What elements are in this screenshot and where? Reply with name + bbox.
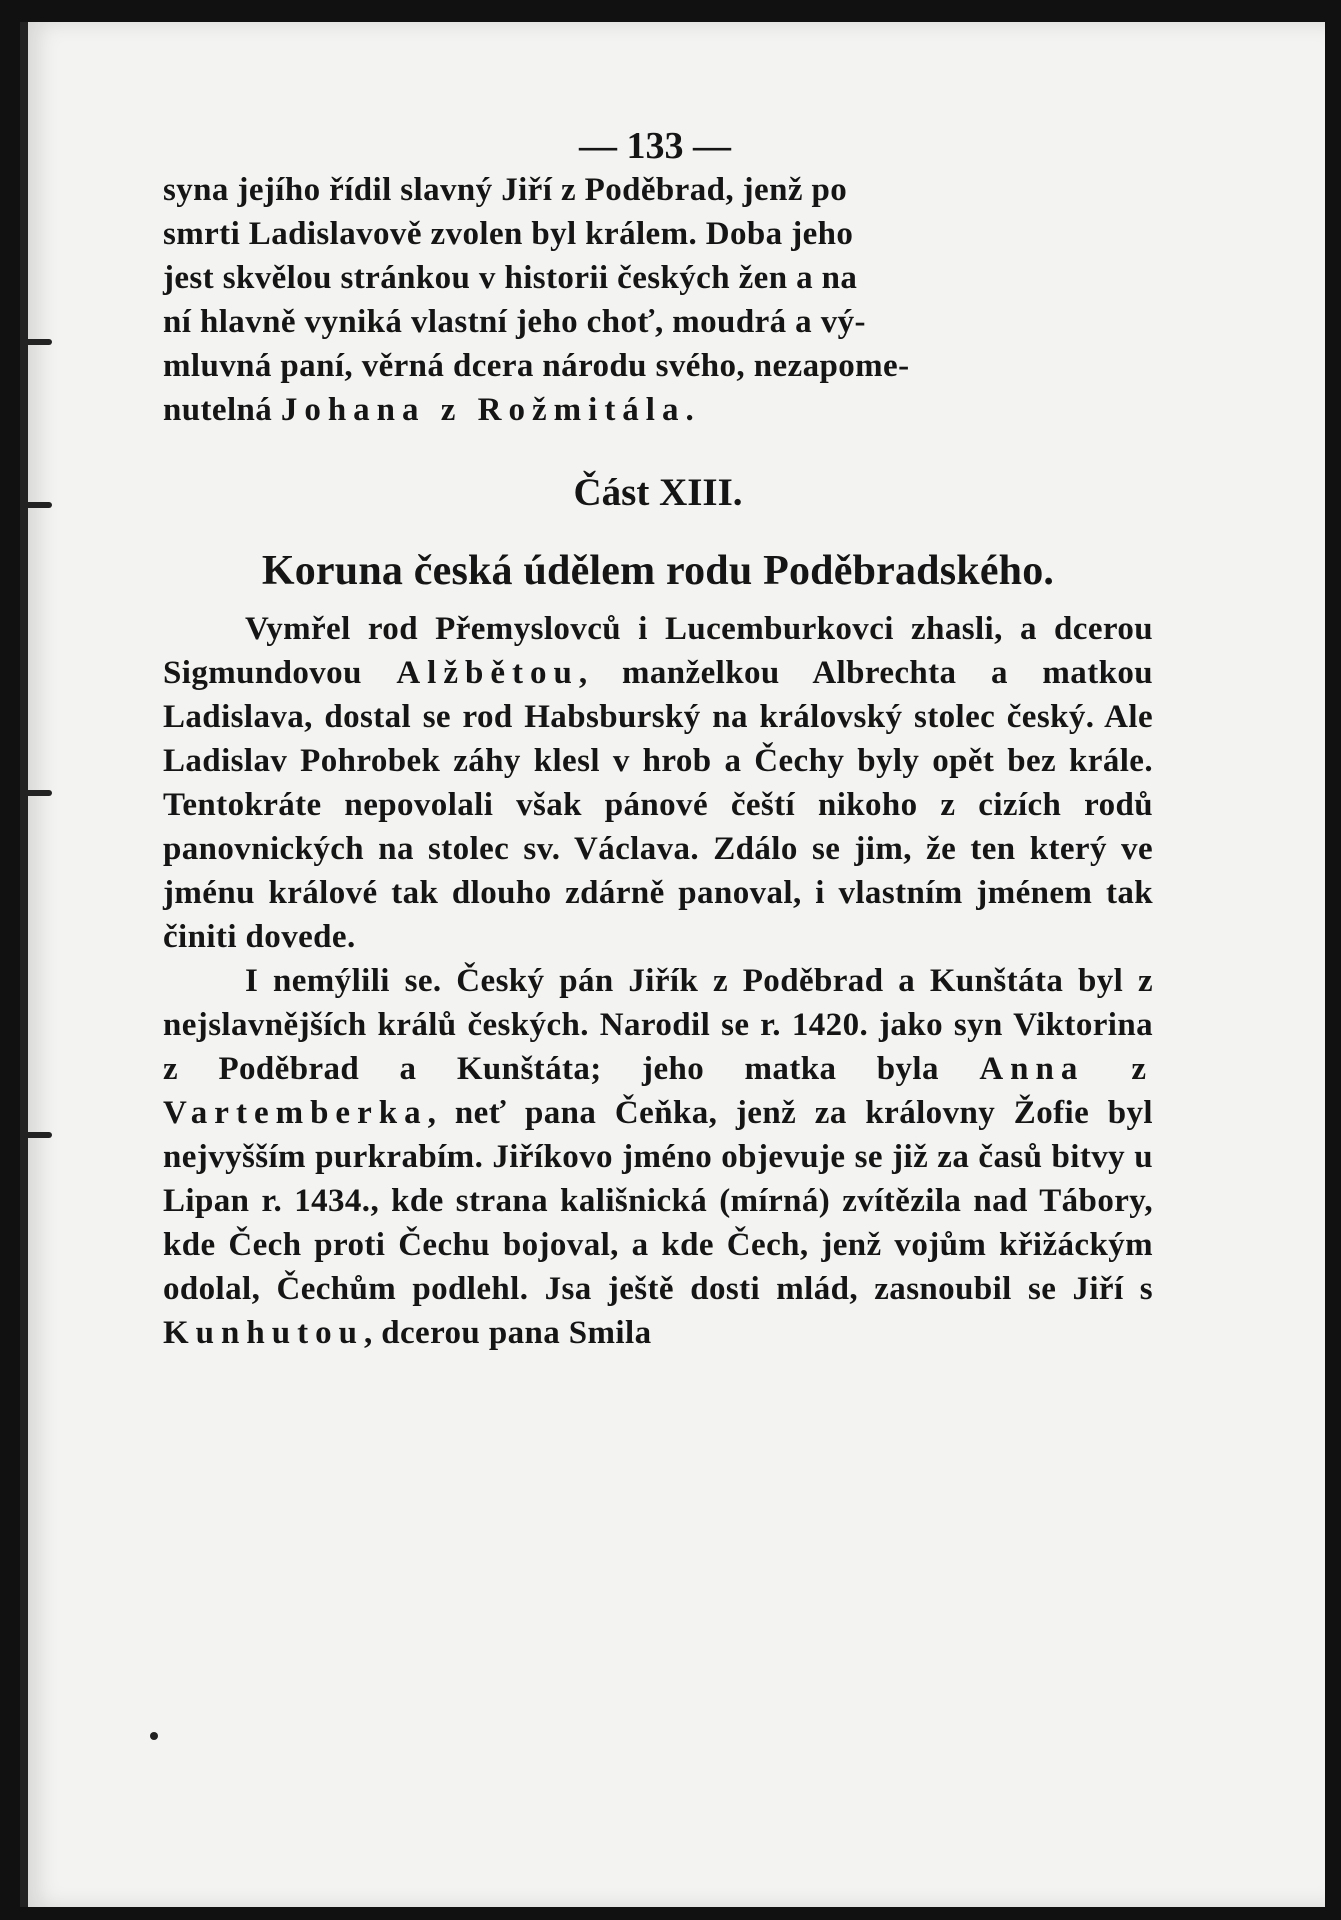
- text-line: smrti Ladislavově zvolen byl králem. Doba jeho: [163, 216, 854, 252]
- page-binding-edge: [20, 22, 28, 1907]
- paragraph: [163, 607, 1153, 959]
- top-paragraph: [163, 168, 1153, 432]
- body-text: [163, 607, 1153, 1355]
- paragraph: [163, 959, 1153, 1355]
- emphasized-name: Anna z Vartemberka: [163, 1051, 1153, 1131]
- text-segment: , dcerou pana Smila: [363, 1315, 652, 1351]
- text-segment: .: [685, 392, 695, 428]
- binding-mark: [22, 502, 52, 508]
- text-segment: nutelná: [163, 392, 281, 428]
- binding-mark: [22, 339, 52, 345]
- text-segment: I nemýlili se. Český pán Jiřík z Poděbrad a Kunštáta byl z nejslavnějších králů českých. Narodil se r. 1420. jako syn Viktorina z Poděbrad a Kunštáta; jeho matka byla: [163, 963, 1153, 1087]
- page-number: — 133 —: [579, 125, 731, 167]
- text-line: ní hlavně vyniká vlastní jeho choť, moudrá a vý-: [163, 304, 866, 340]
- part-label: Část XIII.: [573, 471, 743, 514]
- emphasized-name: Kunhutou: [163, 1315, 364, 1351]
- text-segment: , neť pana Čeňka, jenž za královny Žofie byl nejvyšším purkrabím. Jiříkovo jméno objevuje se již za časů bitvy u Lipan r. 1434., kde strana kališnická (mírná) zvítězila nad Tábory, kde Čech proti Čechu bojoval, a kde Čech, jenž vojům křižáckým odolal, Čechům podlehl. Jsa ještě dosti mlád, zasnoubil se Jiří s: [163, 1095, 1153, 1307]
- chapter-title: Koruna česká údělem rodu Poděbradského.: [261, 548, 1055, 594]
- text-line: mluvná paní, věrná dcera národu svého, nezapome-: [163, 348, 910, 384]
- binding-mark: [22, 1132, 52, 1138]
- ink-spot: [150, 1732, 158, 1740]
- text-segment: Vymřel rod Přemyslovců i Lucemburkovci zhasli, a dcerou Sigmundovou: [163, 611, 1153, 691]
- emphasized-name: Johana z Rožmitála: [280, 392, 686, 428]
- text-segment: , manželkou Albrechta a matkou Ladislava, dostal se rod Habsburský na královský stolec český. Ale Ladislav Pohrobek záhy klesl v hrob a Čechy byly opět bez krále. Tentokráte nepovolali však pánové čeští nikoho z cizích rodů panovnických na stolec sv. Václava. Zdálo se jim, že ten který ve jménu králové tak dlouho zdárně panoval, i vlastním jménem tak činiti dovede.: [163, 655, 1153, 955]
- text-line: syna jejího řídil slavný Jiří z Poděbrad, jenž po: [163, 172, 848, 208]
- binding-mark: [22, 790, 52, 796]
- book-page: [20, 22, 1325, 1907]
- text-line: jest skvělou stránkou v historii českých žen a na: [163, 260, 858, 296]
- text-line: [163, 388, 1153, 432]
- emphasized-name: Alžbětou: [396, 655, 579, 691]
